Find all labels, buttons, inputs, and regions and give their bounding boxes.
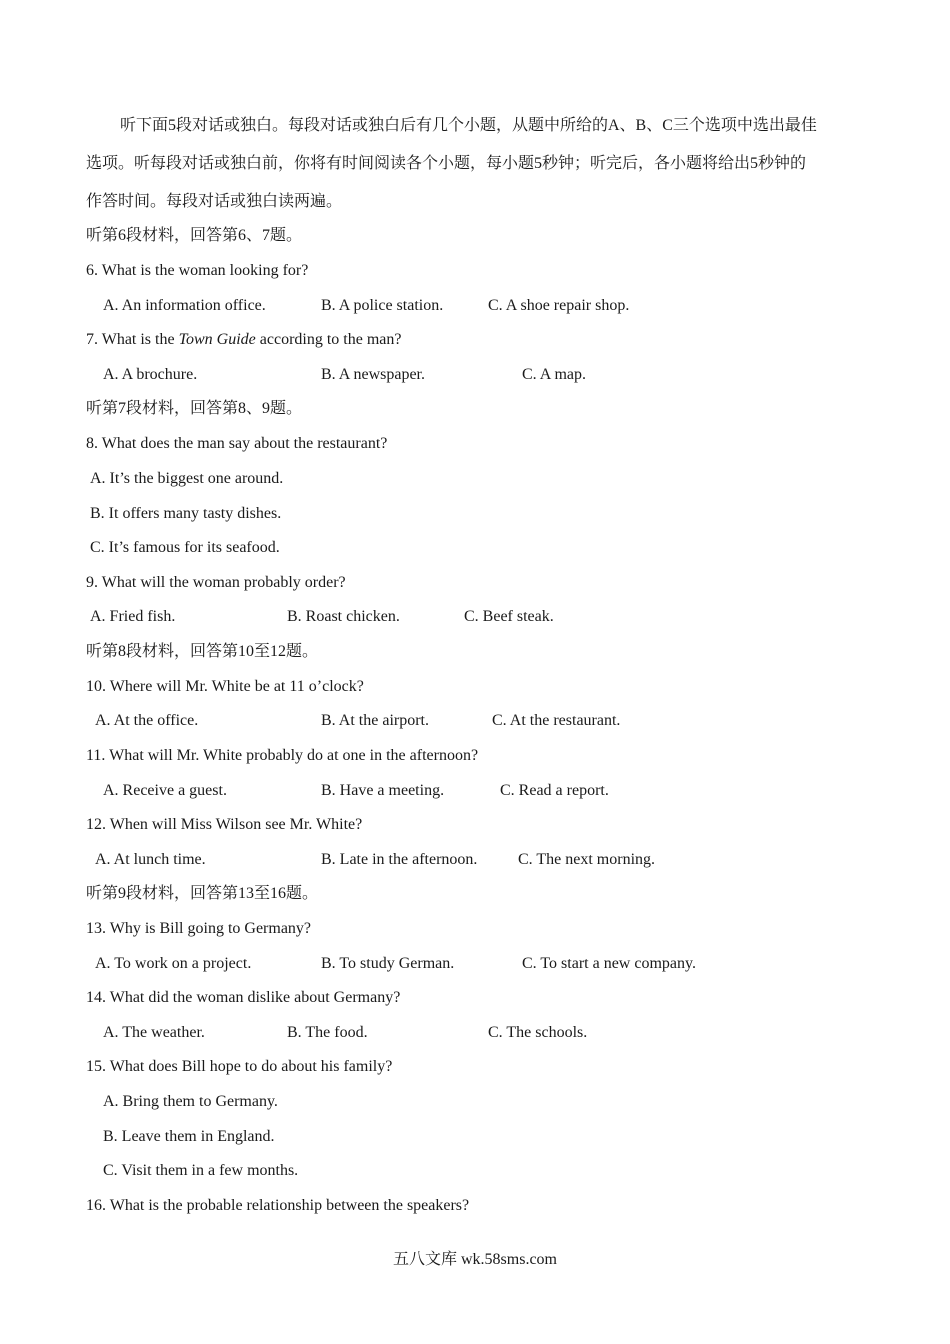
question-12-stem: 12. When will Miss Wilson see Mr. White?: [86, 816, 363, 833]
question-14-option-a: A. The weather.: [103, 1024, 205, 1041]
question-13-option-c: C. To start a new company.: [522, 955, 696, 972]
question-11-option-a: A. Receive a guest.: [103, 782, 227, 799]
page-footer: 五八文库 wk.58sms.com: [392, 1251, 557, 1268]
question-6-option-c: C. A shoe repair shop.: [488, 297, 630, 314]
question-13-option-a: A. To work on a project.: [95, 955, 252, 972]
question-10-option-b: B. At the airport.: [321, 712, 429, 729]
question-15-stem: 15. What does Bill hope to do about his family?: [86, 1058, 393, 1075]
question-14-stem: 14. What did the woman dislike about Germany?: [86, 989, 401, 1006]
section-heading-6: 听第6段材料，回答第6、7题。: [86, 227, 303, 244]
question-8-option-a: A. It’s the biggest one around.: [90, 470, 284, 487]
question-9-option-c: C. Beef steak.: [464, 608, 554, 625]
question-15-option-c: C. Visit them in a few months.: [103, 1162, 299, 1179]
question-6-stem: 6. What is the woman looking for?: [86, 262, 309, 279]
question-10-option-a: A. At the office.: [95, 712, 199, 729]
instruction-line-1: 听下面5段对话或独白。每段对话或独白后有几个小题，从题中所给的A、B、C三个选项中选出最佳: [120, 117, 817, 134]
section-heading-8: 听第8段材料，回答第10至12题。: [86, 643, 319, 660]
question-7-option-a: A. A brochure.: [103, 366, 198, 383]
question-14-option-b: B. The food.: [287, 1024, 368, 1041]
question-13-option-b: B. To study German.: [321, 955, 455, 972]
question-16-stem: 16. What is the probable relationship between the speakers?: [86, 1197, 470, 1214]
question-8-option-c: C. It’s famous for its seafood.: [90, 539, 280, 556]
question-10-option-c: C. At the restaurant.: [492, 712, 621, 729]
question-10-stem: 10. Where will Mr. White be at 11 o’clock?: [86, 678, 364, 695]
question-7-stem-start: 7. What is the: [86, 331, 179, 348]
instruction-line-2: 选项。听每段对话或独白前，你将有时间阅读各个小题，每小题5秒钟；听完后，各小题将给出5秒钟的: [86, 155, 807, 172]
question-11-option-c: C. Read a report.: [500, 782, 609, 799]
question-11-stem: 11. What will Mr. White probably do at one in the afternoon?: [86, 747, 479, 764]
section-heading-9: 听第9段材料，回答第13至16题。: [86, 885, 319, 902]
question-12-option-a: A. At lunch time.: [95, 851, 206, 868]
question-11-option-b: B. Have a meeting.: [321, 782, 445, 799]
question-7-stem: [86, 330, 402, 350]
question-15-option-a: A. Bring them to Germany.: [103, 1093, 278, 1110]
question-6-option-b: B. A police station.: [321, 297, 444, 314]
question-14-option-c: C. The schools.: [488, 1024, 588, 1041]
question-13-stem: 13. Why is Bill going to Germany?: [86, 920, 312, 937]
question-12-option-c: C. The next morning.: [518, 851, 656, 868]
question-7-stem-end: according to the man?: [255, 331, 402, 348]
question-15-option-b: B. Leave them in England.: [103, 1128, 275, 1145]
question-9-stem: 9. What will the woman probably order?: [86, 574, 346, 591]
section-heading-7: 听第7段材料，回答第8、9题。: [86, 400, 303, 417]
question-9-option-b: B. Roast chicken.: [287, 608, 400, 625]
question-12-option-b: B. Late in the afternoon.: [321, 851, 478, 868]
question-8-option-b: B. It offers many tasty dishes.: [90, 505, 282, 522]
question-7-option-b: B. A newspaper.: [321, 366, 425, 383]
question-8-stem: 8. What does the man say about the restaurant?: [86, 435, 388, 452]
question-7-option-c: C. A map.: [522, 366, 587, 383]
instruction-line-3: 作答时间。每段对话或独白读两遍。: [86, 193, 343, 210]
question-6-option-a: A. An information office.: [103, 297, 266, 314]
question-7-stem-title: Town Guide: [178, 331, 256, 348]
question-9-option-a: A. Fried fish.: [90, 608, 176, 625]
